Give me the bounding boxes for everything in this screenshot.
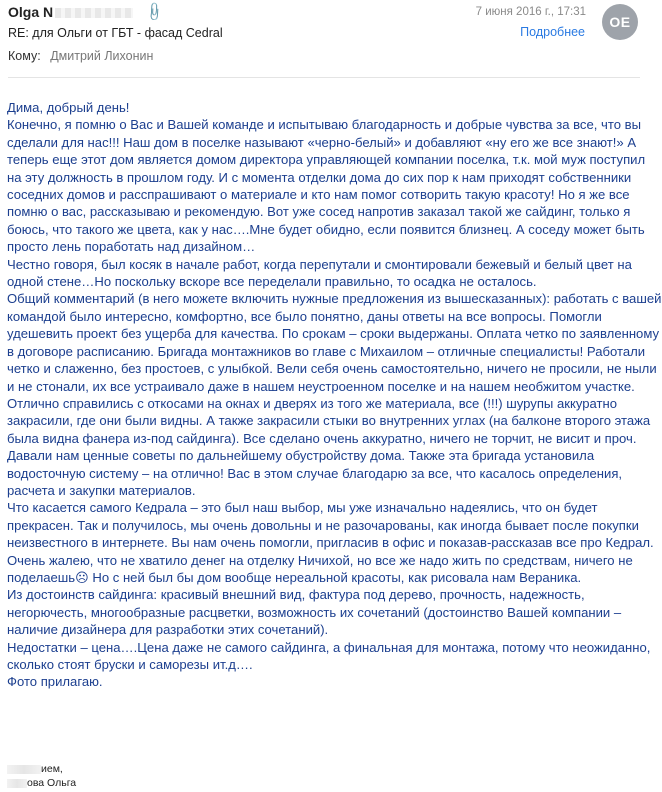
signature-line	[7, 762, 76, 776]
greeting: Дима, добрый день!	[7, 100, 130, 115]
signature-text: ием,	[41, 763, 63, 775]
details-link[interactable]: Подробнее	[520, 25, 585, 39]
avatar	[602, 4, 638, 40]
to-label: Кому:	[8, 49, 41, 63]
body-paragraph: Из достоинств сайдинга: красивый внешний вид, фактура под дерево, прочность, надежность, негорючесть, многообразные расцветки, возможность их сочетаний (достоинство Вашей компании – наличие дизайнера для разработки этих сочетаний).	[7, 587, 622, 638]
body-paragraph: Общий комментарий (в него можете включить нужные предложения из вышесказанных): работать с вашей командой было интересно, комфортно, все было понятно, даны ответы на все вопросы. Помогли удешевить проект без ущерба для качества. По срокам – сроки выдержаны. Оплата четко по заявленному в договоре расписанию. Бригада монтажников во главе с Михаилом – отличные специалисты! Работали четко и слаженно, без простоев, с улыбкой. Вели себя очень самостоятельно, ничего не просили, не ныли и не стонали, их все устраивало даже в нашем неустроенном поселке и на нашем необжитом участке. Отлично справились с откосами на окнах и дверях из того же материала, все (!!!) шурупы аккуратно закрасили, где они были видны. А также закрасили стыки во внутренних углах (на балконе второго этажа была видна фанера из-под сайдинга). Все сделано очень аккуратно, ничего не торчит, не висит и проч. Давали нам ценные советы по дальнейшему обустройству дома. Также эта бригада установила водосточную систему – на отлично! Вас в этом случае благодарю за все, что касалось определения, расчета и закупки материалов.	[7, 291, 662, 498]
paperclip-icon: 📎	[143, 0, 166, 23]
sender[interactable]	[8, 4, 133, 20]
message-body	[7, 99, 662, 691]
signature-text: ова Ольга	[27, 777, 77, 789]
body-paragraph: Честно говоря, был косяк в начале работ, когда перепутали и смонтировали бежевый и белый цвет на одной стене…Но поскольку вскоре все переделали правильно, то осадка не осталось.	[7, 256, 632, 290]
recipient-row	[8, 49, 153, 63]
body-paragraph: Фото прилагаю.	[7, 674, 103, 690]
signature	[7, 762, 76, 790]
divider	[8, 77, 640, 78]
body-paragraph: Недостатки – цена….Цена даже не самого сайдинга, а финальная для монтажа, потому что неожиданно, сколько стоят бруски и саморезы ит.д….	[7, 639, 651, 672]
avatar-initials: OE	[609, 14, 631, 30]
redacted-text	[7, 779, 27, 788]
message-date: 7 июня 2016 г., 17:31	[475, 6, 586, 18]
body-paragraph: Что касается самого Кедрала – это был наш выбор, мы уже изначально надеялись, что он будет прекрасен. Так и получилось, мы очень довольны и не разочарованы, как иногда бывает после покупки неизвестного в интернете. Вы нам очень помогли, пригласив в офис и показав-рассказав все про Кедрал. Очень жалею, что не хватило денег на отделку Ничихой, но все же надо жить по средствам, ничего не поделаешь☹ Но с ней был бы дом вообще нереальной красоты, как рисовала нам Вераника.	[7, 500, 654, 585]
redacted-text	[55, 8, 133, 18]
recipient-name[interactable]: Дмитрий Лихонин	[50, 49, 154, 63]
subject: RE: для Ольги от ГБТ - фасад Cedral	[8, 26, 223, 40]
redacted-text	[7, 765, 41, 774]
sender-name[interactable]: Olga N	[8, 4, 54, 20]
message-header	[0, 0, 662, 80]
signature-line	[7, 776, 76, 790]
body-paragraph: Конечно, я помню о Вас и Вашей команде и испытываю благодарность и добрые чувства за все, что вы сделали для нас!!! Наш дом в поселке называют «черно-белый» и добавляют «ну его же все знают!» А теперь еще этот дом является домом директора управляющей компании поселка, т.к. мой муж поступил на эту должность в прошлом году. И с момента отделки дома до сих пор к нам приходят собственники соседних домов и расспрашивают о материале и кто нам помог сотворить такую красоту! Но я же все помню о вас, рассказываю и рекомендую. Вот уже сосед напротив заказал такой же сайдинг, только я боюсь, что такого же цвета, как у нас….Мне будет обидно, если появится близнец. А соседу может быть просто лень поработать над дизайном…	[7, 117, 646, 255]
